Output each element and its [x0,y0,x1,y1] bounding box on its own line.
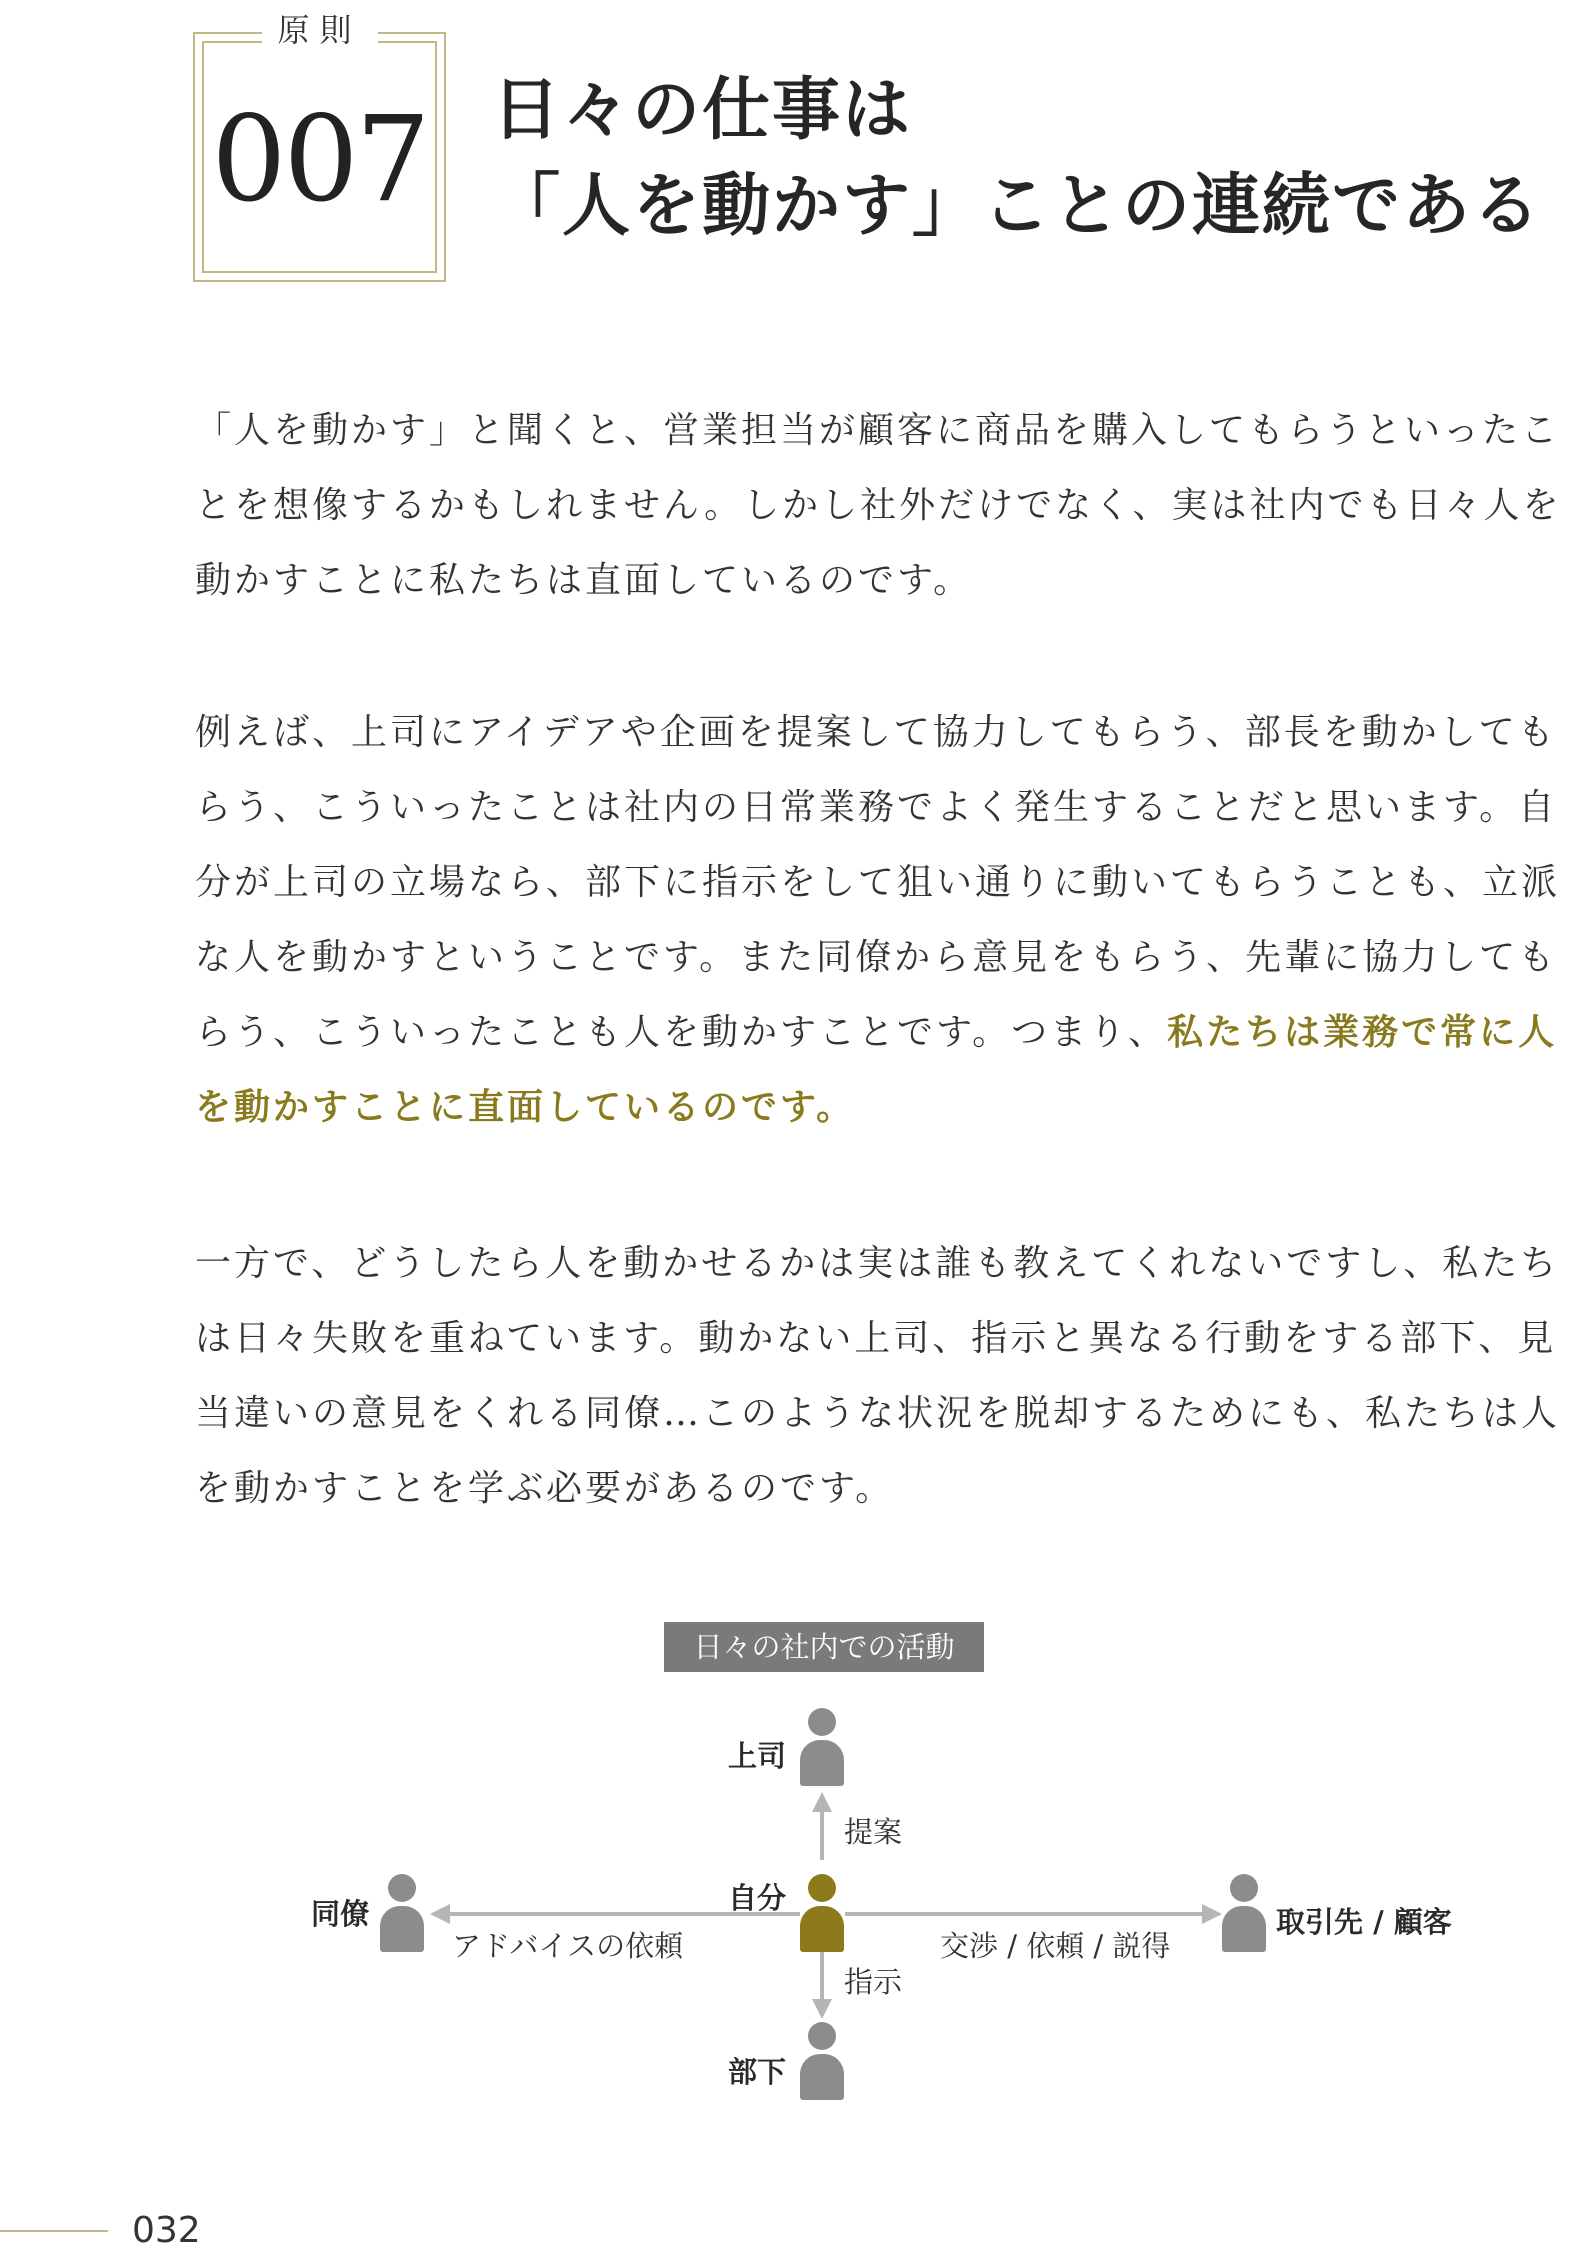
paragraph-line: 例えば、上司にアイデアや企画を提案して協力してもらう、部長を動かしても [195,712,1557,753]
diagram-title: 日々の社内での活動 [664,1622,984,1672]
principle-label: 原則 [261,12,377,48]
arrow-label-right: 交渉 / 依頼 / 説得 [940,1929,1171,1963]
paragraph-3 [195,1226,1575,1526]
paragraph-line: とを想像するかもしれません。しかし社外だけでなく、実は社内でも日々人を [195,485,1562,526]
diagram-arrows [0,1610,1590,2130]
node-label-subordinate: 部下 [728,2055,787,2089]
paragraph-line [195,1070,1575,1145]
highlight-text: を動かすことに直面しているのです。 [195,1087,856,1128]
paragraph-text: らう、こういったことも人を動かすことです。つまり、 [195,1012,1168,1053]
title-line-1: 日々の仕事は [492,70,913,150]
paragraph-1 [195,393,1575,618]
paragraph-line: らう、こういったことは社内の日常業務でよく発生することだと思います。自 [195,787,1558,828]
arrow-label-down: 指示 [844,1965,903,1999]
paragraph-line: 分が上司の立場なら、部下に指示をして狙い通りに動いてもらうことも、立派 [195,862,1561,903]
highlight-text: 私たちは業務で常に人 [1167,1012,1558,1053]
boss-person-icon [800,1708,844,1788]
footer-rule [0,2230,108,2232]
paragraph-line [195,995,1575,1070]
principle-box [193,11,446,282]
node-label-self: 自分 [728,1881,787,1915]
paragraph-line: は日々失敗を重ねています。動かない上司、指示と異なる行動をする部下、見 [195,1318,1557,1359]
arrow-label-up: 提案 [844,1815,903,1849]
activity-diagram [0,1610,1590,2130]
page-title [492,62,1542,254]
arrow-label-left: アドバイスの依頼 [452,1929,684,1963]
node-label-client: 取引先 / 顧客 [1276,1905,1452,1939]
subordinate-person-icon [800,2022,844,2102]
node-label-colleague: 同僚 [311,1897,370,1931]
paragraph-line: 「人を動かす」と聞くと、営業担当が顧客に商品を購入してもらうといったこ [195,410,1561,451]
paragraph-2 [195,695,1575,1145]
principle-number: 007 [211,90,428,228]
paragraph-line: な人を動かすということです。また同僚から意見をもらう、先輩に協力しても [195,937,1558,978]
paragraph-line: 動かすことに私たちは直面しているのです。 [195,560,973,601]
node-label-boss: 上司 [728,1739,787,1773]
paragraph-line: 当違いの意見をくれる同僚…このような状況を脱却するためにも、私たちは人 [195,1393,1561,1434]
paragraph-line: 一方で、どうしたら人を動かせるかは実は誰も教えてくれないですし、私たち [195,1243,1560,1284]
page-number: 032 [132,2210,201,2251]
paragraph-line: を動かすことを学ぶ必要があるのです。 [195,1468,895,1509]
self-person-icon [800,1874,844,1954]
client-person-icon [1222,1874,1266,1954]
title-line-2: 「人を動かす」ことの連続である [492,166,1543,246]
colleague-person-icon [380,1874,424,1954]
